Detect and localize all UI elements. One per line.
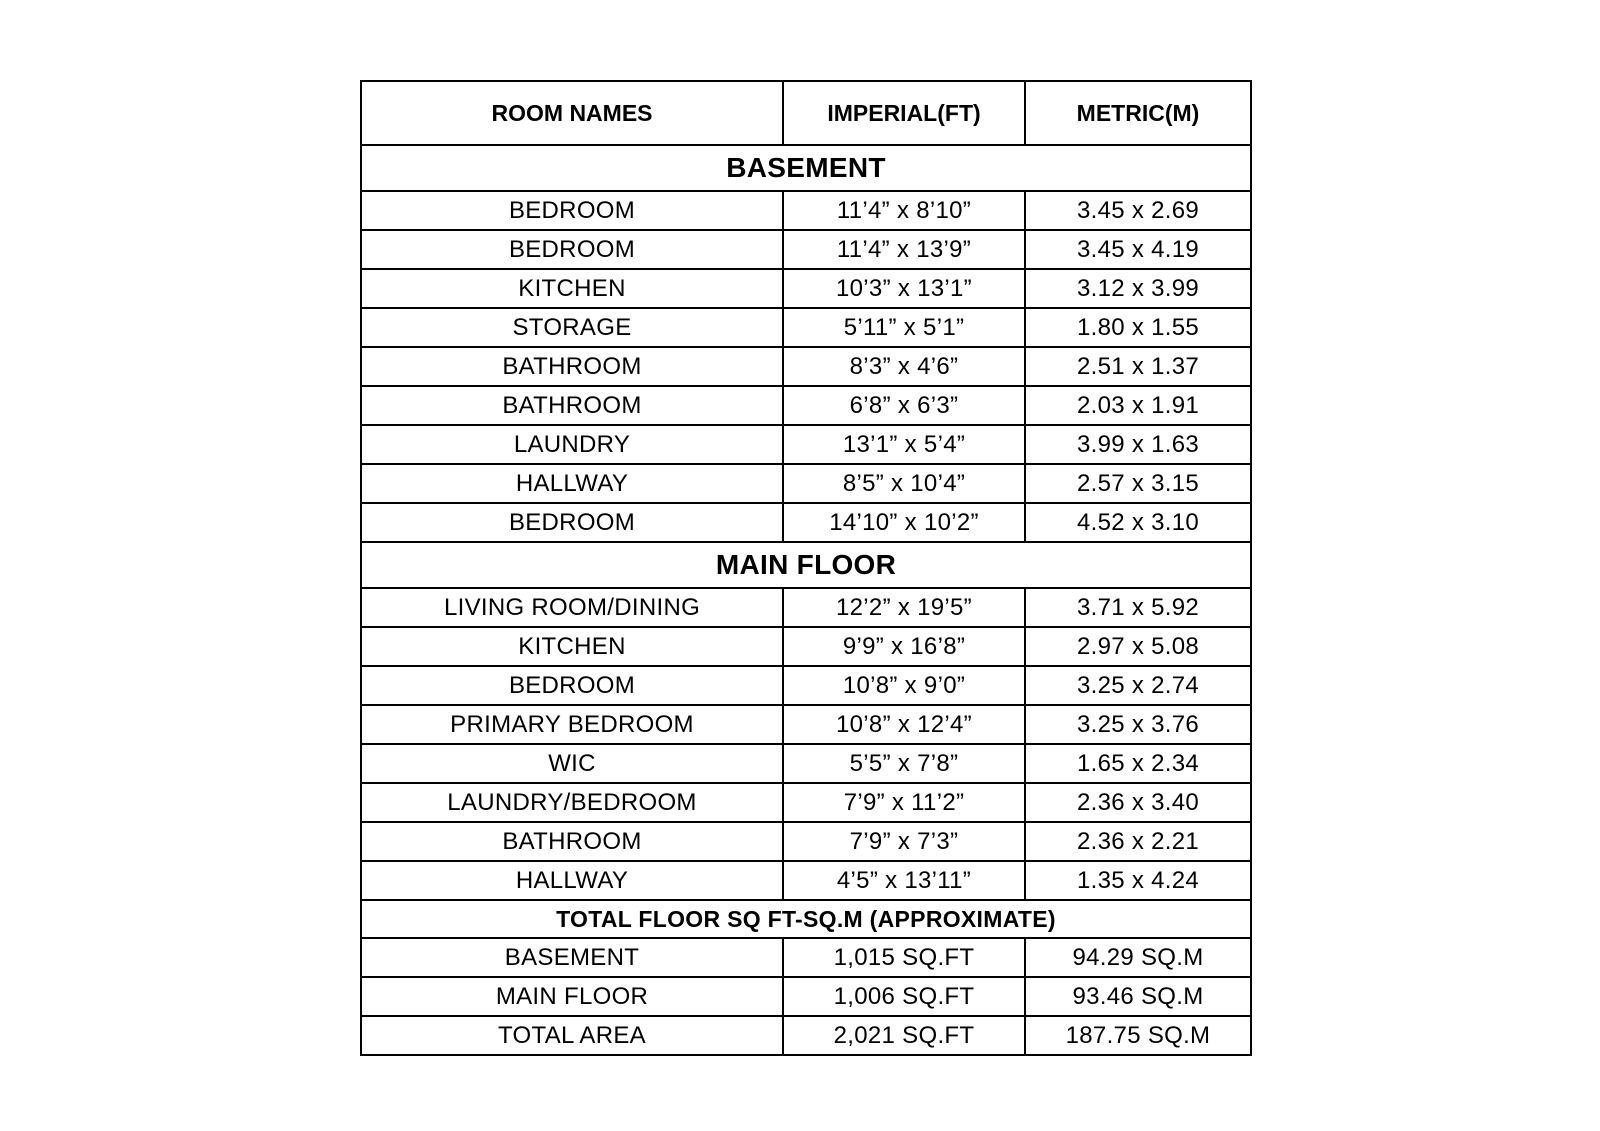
room-name-cell: LAUNDRY/BEDROOM [361, 783, 783, 822]
table-row [361, 230, 1251, 269]
metric-cell: 1.35 x 4.24 [1025, 861, 1251, 900]
metric-cell: 2.03 x 1.91 [1025, 386, 1251, 425]
total-name-cell: BASEMENT [361, 938, 783, 977]
metric-cell: 4.52 x 3.10 [1025, 503, 1251, 542]
metric-cell: 2.36 x 2.21 [1025, 822, 1251, 861]
table-row [361, 744, 1251, 783]
total-row [361, 938, 1251, 977]
table-body [361, 145, 1251, 1055]
table-row [361, 861, 1251, 900]
imperial-cell: 7’9” x 11’2” [783, 783, 1025, 822]
room-dimensions-table [360, 80, 1252, 1056]
room-name-cell: BEDROOM [361, 503, 783, 542]
total-metric-cell: 93.46 SQ.M [1025, 977, 1251, 1016]
room-name-cell: LAUNDRY [361, 425, 783, 464]
table-row [361, 627, 1251, 666]
metric-cell: 3.12 x 3.99 [1025, 269, 1251, 308]
imperial-cell: 6’8” x 6’3” [783, 386, 1025, 425]
imperial-cell: 4’5” x 13’11” [783, 861, 1025, 900]
total-name-cell: TOTAL AREA [361, 1016, 783, 1055]
room-name-cell: KITCHEN [361, 627, 783, 666]
metric-cell: 2.57 x 3.15 [1025, 464, 1251, 503]
table-row [361, 347, 1251, 386]
room-name-cell: BEDROOM [361, 230, 783, 269]
section-heading-main-floor [361, 542, 1251, 588]
room-name-cell: KITCHEN [361, 269, 783, 308]
metric-cell: 3.45 x 4.19 [1025, 230, 1251, 269]
imperial-cell: 5’11” x 5’1” [783, 308, 1025, 347]
imperial-cell: 10’8” x 12’4” [783, 705, 1025, 744]
metric-cell: 3.25 x 3.76 [1025, 705, 1251, 744]
total-imperial-cell: 2,021 SQ.FT [783, 1016, 1025, 1055]
table-row [361, 666, 1251, 705]
header-imperial: IMPERIAL(FT) [783, 81, 1025, 145]
total-row [361, 1016, 1251, 1055]
room-name-cell: BATHROOM [361, 347, 783, 386]
room-name-cell: STORAGE [361, 308, 783, 347]
table-row [361, 783, 1251, 822]
imperial-cell: 10’8” x 9’0” [783, 666, 1025, 705]
room-name-cell: BEDROOM [361, 666, 783, 705]
total-imperial-cell: 1,006 SQ.FT [783, 977, 1025, 1016]
room-name-cell: PRIMARY BEDROOM [361, 705, 783, 744]
table-header-row [361, 81, 1251, 145]
header-metric: METRIC(M) [1025, 81, 1251, 145]
section-heading-totals [361, 900, 1251, 938]
imperial-cell: 11’4” x 8’10” [783, 191, 1025, 230]
room-name-cell: BATHROOM [361, 822, 783, 861]
imperial-cell: 11’4” x 13’9” [783, 230, 1025, 269]
table-row [361, 822, 1251, 861]
metric-cell: 1.65 x 2.34 [1025, 744, 1251, 783]
header-room-names: ROOM NAMES [361, 81, 783, 145]
table-row [361, 464, 1251, 503]
room-name-cell: WIC [361, 744, 783, 783]
table-row [361, 386, 1251, 425]
total-name-cell: MAIN FLOOR [361, 977, 783, 1016]
total-metric-cell: 94.29 SQ.M [1025, 938, 1251, 977]
table-row [361, 588, 1251, 627]
table-row [361, 269, 1251, 308]
section-title: TOTAL FLOOR SQ FT-SQ.M (APPROXIMATE) [361, 900, 1251, 938]
metric-cell: 1.80 x 1.55 [1025, 308, 1251, 347]
table-row [361, 308, 1251, 347]
table-row [361, 425, 1251, 464]
section-heading-basement [361, 145, 1251, 191]
room-name-cell: BEDROOM [361, 191, 783, 230]
room-name-cell: LIVING ROOM/DINING [361, 588, 783, 627]
imperial-cell: 8’5” x 10’4” [783, 464, 1025, 503]
table-row [361, 191, 1251, 230]
room-name-cell: HALLWAY [361, 464, 783, 503]
imperial-cell: 13’1” x 5’4” [783, 425, 1025, 464]
metric-cell: 3.71 x 5.92 [1025, 588, 1251, 627]
imperial-cell: 9’9” x 16’8” [783, 627, 1025, 666]
imperial-cell: 8’3” x 4’6” [783, 347, 1025, 386]
total-imperial-cell: 1,015 SQ.FT [783, 938, 1025, 977]
room-name-cell: BATHROOM [361, 386, 783, 425]
imperial-cell: 7’9” x 7’3” [783, 822, 1025, 861]
table-row [361, 503, 1251, 542]
metric-cell: 3.45 x 2.69 [1025, 191, 1251, 230]
metric-cell: 2.51 x 1.37 [1025, 347, 1251, 386]
table-row [361, 705, 1251, 744]
total-row [361, 977, 1251, 1016]
section-title: BASEMENT [361, 145, 1251, 191]
room-name-cell: HALLWAY [361, 861, 783, 900]
total-metric-cell: 187.75 SQ.M [1025, 1016, 1251, 1055]
imperial-cell: 5’5” x 7’8” [783, 744, 1025, 783]
metric-cell: 2.36 x 3.40 [1025, 783, 1251, 822]
imperial-cell: 10’3” x 13’1” [783, 269, 1025, 308]
metric-cell: 3.25 x 2.74 [1025, 666, 1251, 705]
imperial-cell: 14’10” x 10’2” [783, 503, 1025, 542]
imperial-cell: 12’2” x 19’5” [783, 588, 1025, 627]
metric-cell: 2.97 x 5.08 [1025, 627, 1251, 666]
section-title: MAIN FLOOR [361, 542, 1251, 588]
metric-cell: 3.99 x 1.63 [1025, 425, 1251, 464]
